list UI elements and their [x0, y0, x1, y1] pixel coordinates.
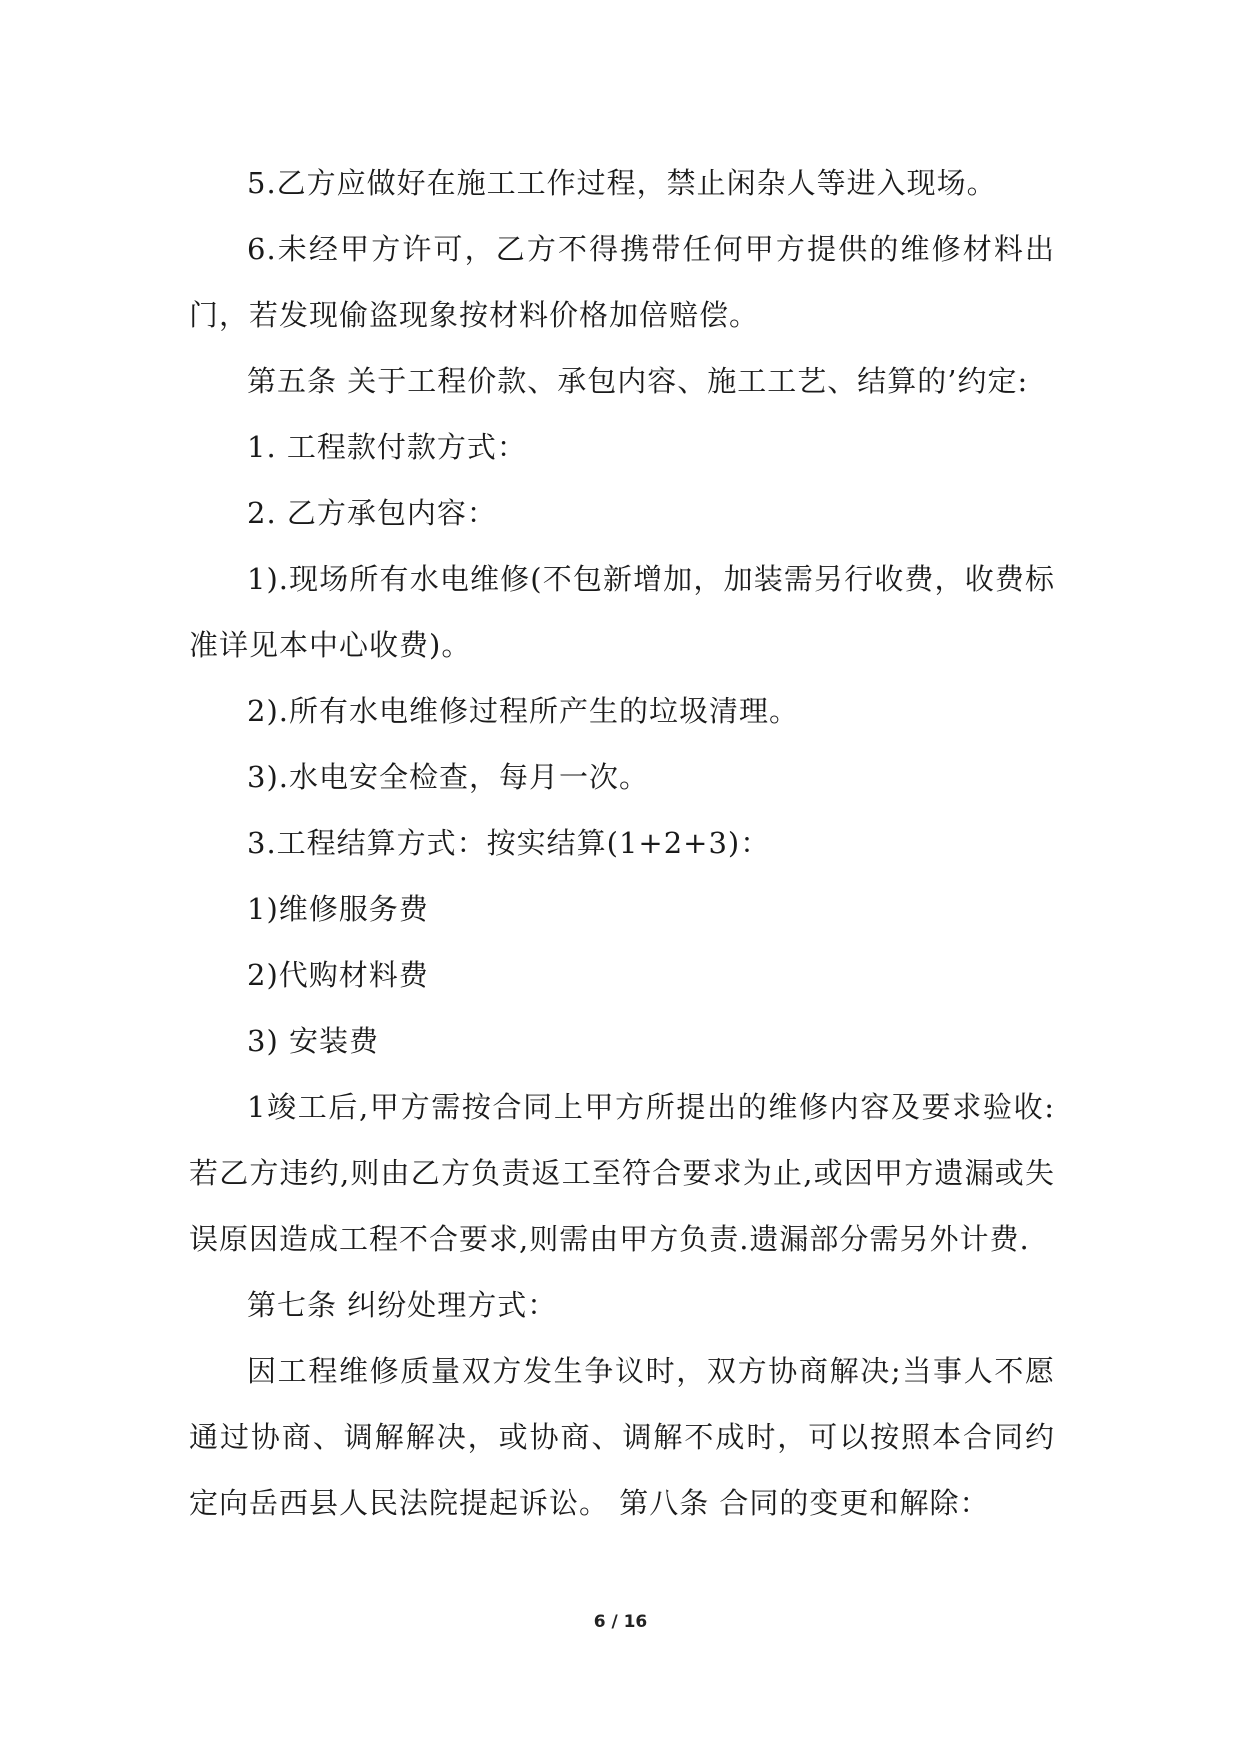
settlement-subitem-1: 1)维修服务费	[247, 892, 429, 926]
scope-subitem-3: 3).水电安全检查，每月一次。	[247, 760, 649, 794]
acceptance-paragraph: 1竣工后,甲方需按合同上甲方所提出的维修内容及要求验收:若乙方违约,则由乙方负责返工至符合要求为止,或因甲方遗漏或失误原因造成工程不合要求,则需由甲方负责.遗漏部分需另外计费.	[189, 1090, 1055, 1256]
settlement-subitem-3: 3) 安装费	[247, 1024, 379, 1058]
settlement-subitem-2: 2)代购材料费	[247, 958, 429, 992]
settlement-method-item: 3.工程结算方式：按实结算(1+2+3)：	[247, 826, 771, 860]
article-5-heading: 第五条 关于工程价款、承包内容、施工工艺、结算的’约定:	[247, 364, 1029, 398]
dispute-paragraph: 因工程维修质量双方发生争议时，双方协商解决;当事人不愿通过协商、调解解决，或协商、调解不成时，可以按照本合同约定向岳西县人民法院提起诉讼。 第八条 合同的变更和解除：	[189, 1354, 1055, 1520]
payment-method-item: 1. 工程款付款方式：	[247, 430, 527, 464]
document-body	[189, 150, 1055, 1536]
scope-subitem-2: 2).所有水电维修过程所产生的垃圾清理。	[247, 694, 799, 728]
article-7-heading: 第七条 纠纷处理方式：	[247, 1288, 558, 1322]
scope-subitem-1: 1).现场所有水电维修(不包新增加，加装需另行收费，收费标准详见本中心收费)。	[189, 562, 1055, 662]
paragraph-item-6: 6.未经甲方许可，乙方不得携带任何甲方提供的维修材料出门，若发现偷盗现象按材料价格加倍赔偿。	[189, 232, 1055, 332]
page-number: 6 / 16	[593, 1612, 648, 1632]
paragraph-item-5: 5.乙方应做好在施工工作过程，禁止闲杂人等进入现场。	[247, 166, 997, 200]
contract-scope-item: 2. 乙方承包内容：	[247, 496, 497, 530]
